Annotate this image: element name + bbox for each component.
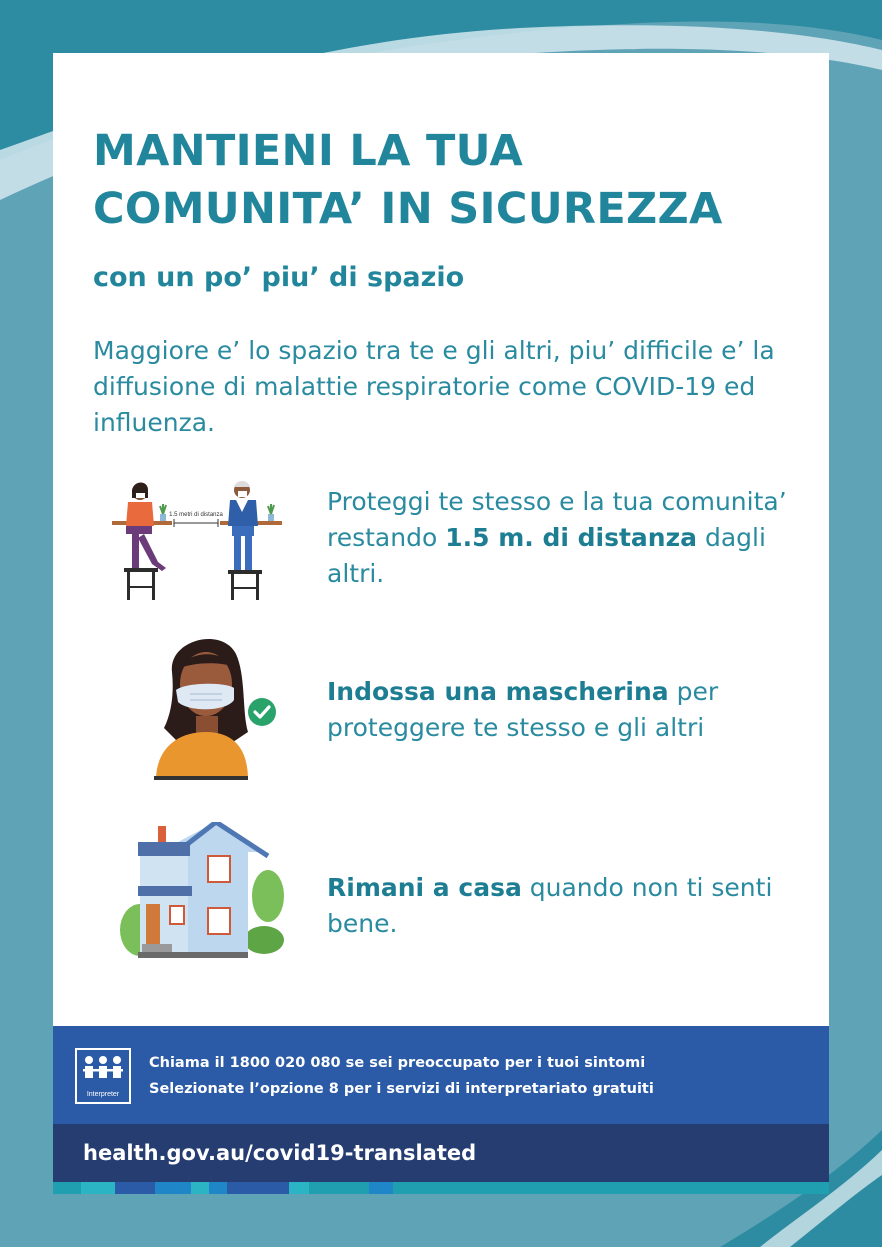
website-link[interactable]: health.gov.au/covid19-translated xyxy=(83,1141,477,1165)
social-distancing-illustration xyxy=(110,478,285,603)
poster-subtitle: con un po’ piu’ di spazio xyxy=(93,262,465,293)
color-stripes xyxy=(53,1182,829,1194)
stay-home-text-bold: Rimani a casa xyxy=(327,873,522,902)
title-line-1: MANTIENI LA TUA xyxy=(93,126,524,176)
interpreter-logo xyxy=(75,1048,131,1104)
distance-text-bold: 1.5 m. di distanza xyxy=(445,523,698,552)
hotline-text: Chiama il 1800 020 080 se sei preoccupato per i tuoi sintomi xyxy=(149,1055,646,1071)
house-illustration xyxy=(118,822,290,960)
intro-paragraph: Maggiore e’ lo spazio tra te e gli altri, piu’ difficile e’ la diffusione di malattie respiratorie come COVID-19 ed influenza. xyxy=(93,336,775,437)
interpreter-label: Interpreter xyxy=(86,1091,120,1098)
interpreter-people-icon xyxy=(77,1050,129,1086)
mask-text xyxy=(327,674,807,746)
poster-title xyxy=(93,122,723,238)
distance-text-lead: Proteggi te stesso e la tua comunita’ restando xyxy=(327,487,787,552)
interpreter-option-text: Selezionate l’opzione 8 per i servizi di interpretariato gratuiti xyxy=(149,1081,654,1097)
distance-text-tail: dagli altri. xyxy=(327,523,766,588)
distance-label: 1.5 metri di distanza xyxy=(169,512,223,518)
stay-home-text xyxy=(327,870,807,942)
distance-text xyxy=(327,484,807,592)
mask-illustration xyxy=(150,632,285,780)
mask-text-tail: per proteggere te stesso e gli altri xyxy=(327,677,719,742)
stay-home-text-tail: quando non ti senti bene. xyxy=(327,873,773,938)
mask-text-bold: Indossa una mascherina xyxy=(327,677,669,706)
title-line-2: COMUNITA’ IN SICUREZZA xyxy=(93,184,723,234)
hotline-band xyxy=(53,1026,829,1124)
